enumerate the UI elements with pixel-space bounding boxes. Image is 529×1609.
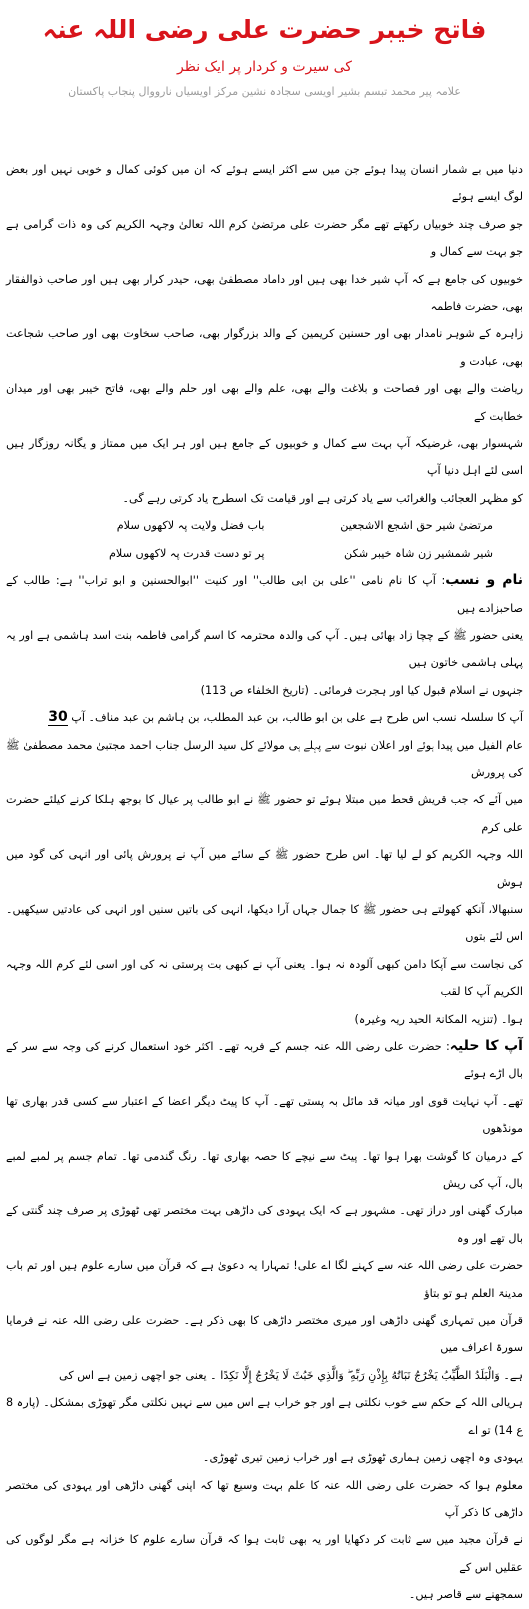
page-subtitle: کی سیرت و کردار پر ایک نظر [177,59,352,75]
text-line: تھے۔ آپ نہایت قوی اور میانہ قد مائل بہ پستی تھے۔ آپ کا پیٹ دیگر اعضا کے اعتبار سے کسی قدر بھاری تھا مونڈھوں [6,1094,523,1136]
poem-verse: شیر شمشیر زن شاہ خیبر شکن [344,546,493,560]
poem-couplets [6,512,523,567]
text-line: شہسوار بھی، غرضیکہ آپ بہت سے کمال و خوبیوں کے جامع ہیں اور ہر ایک میں ممتاز و یگانہ روزگار ہیں اسی لئے اہل دنیا آپ [6,437,523,478]
poem-verse: پر تو دست قدرت پہ لاکھوں سلام [108,546,265,560]
intro-paragraph [6,156,523,512]
author-line: علامہ پیر محمد تبسم بشیر اویسی سجادہ نشین مرکز اویسیاں نارووال پنجاب پاکستان [68,85,461,98]
text-line: کی نجاست سے آپکا دامن کبھی آلودہ نہ ہوا۔ یعنی آپ نے کبھی بت پرستی نہ کی اور اسی لئے کرم اللہ وجہہ الکریم آپ کا لقب [6,957,523,999]
text-line: اللہ وجہہ الکریم کو لے لیا تھا۔ اس طرح حضور ﷺ کے سائے میں آپ نے پرورش پائی اور انہی کی گود میں ہوش [6,848,523,889]
text-line: قرآن میں تمہاری گھنی داڑھی اور میری مختصر داڑھی کا بھی ذکر ہے۔ حضرت علی رضی اللہ عنہ نے فرمایا سورۃ اعراف میں [6,1314,523,1355]
text-line [6,1033,523,1088]
text-line: حضرت علی رضی اللہ عنہ سے کہنے لگا اے علی! تمہارا یہ دعویٰ ہے کہ قرآن میں سارے علوم ہیں اور تم باب مدینۃ العلم ہو تو بتاؤ [6,1259,523,1300]
text-line: یہودی وہ اچھی زمین ہماری ٹھوڑی ہے اور خراب زمین تیری ٹھوڑی۔ [202,1451,523,1465]
text-span: : آپ کا نام نامی ''علی بن ابی طالب'' اور کنیت ''ابوالحسنین و ابو تراب'' ہے: طالب کے صاحبزادے ہیں [6,574,523,615]
text-line: ہے۔ وَالْبَلَدُ الطَّيِّبُ يَخْرُجُ نَبَاتُهُ بِإِذْنِ رَبِّهِ ۖ وَالَّذِي خَبُثَ لَا يَخْرُجُ إِلَّا نَكِدًا ۔ یعنی جو اچھی زمین ہے اس کی [59,1368,523,1382]
lineage-section [6,567,523,704]
poem-verse: باب فضل ولایت پہ لاکھوں سلام [116,519,265,533]
genealogy-section [6,704,523,1033]
text-span: آپ کا سلسلہ نسب اس طرح ہے علی بن ابو طالب، بن عبد المطلب، بن ہاشم بن عبد مناف۔ آپ [71,711,523,725]
closing-paragraph [6,1472,523,1609]
section-heading: آپ کا حلیہ [449,1038,523,1054]
text-line: ہوا۔ (تنزیہ المکانۃ الحید ریہ وغیرہ) [354,1012,523,1026]
text-line: میں آئے کہ جب قریش قحط میں مبتلا ہوئے تو حضور ﷺ نے ابو طالب پر عیال کا بوجھ ہلکا کرنے کیلئے حضرت علی کرم [6,793,523,834]
text-line: عام الفیل میں پیدا ہوئے اور اعلان نبوت سے پہلے ہی مولائے کل سید الرسل جناب احمد مجتبیٰ محمد مصطفیٰ ﷺ کی پرورش [6,738,523,779]
text-line: کے درمیان کا گوشت بھرا ہوا تھا۔ پیٹ سے نیچے کا حصہ بھاری تھا۔ رنگ گندمی تھا۔ تمام جسم پر لمبے لمبے بال، آپ کی ریش [6,1149,523,1191]
age-number: 30 [48,709,68,726]
text-line: خوبیوں کی جامع ہے کہ آپ شیر خدا بھی ہیں اور داماد مصطفیٰ بھی، حیدر کرار بھی ہیں اور صاحب ذوالفقار بھی، حضرت فاطمہ [6,272,523,314]
text-line: سنبھالا، آنکھ کھولتے ہی حضور ﷺ کا جمال جہاں آرا دیکھا، انہی کی باتیں سنیں اور انہی کی عادتیں سیکھیں۔ اس لئے بتوں [6,902,523,944]
text-line: کو مظہر العجائب والغرائب سے یاد کرتی ہے اور قیامت تک اسطرح یاد کرتی رہے گی۔ [122,491,523,505]
text-line: معلوم ہوا کہ حضرت علی رضی اللہ عنہ کا علم بہت وسیع تھا کہ اپنی گھنی داڑھی اور یہودی کی مختصر داڑھی کا ذکر آپ [6,1478,523,1519]
text-line: ہریالی اللہ کے حکم سے خوب نکلتی ہے اور جو خراب ہے اس میں سے نہیں نکلتی مگر تھوڑی بمشکل۔ (پارہ 8 ع 14) تو اے [6,1396,523,1437]
text-line: یعنی حضور ﷺ کے چچا زاد بھائی ہیں۔ آپ کی والدہ محترمہ کا اسم گرامی فاطمہ بنت اسد ہاشمی ہے اور یہ پہلی ہاشمی خاتون ہیں [6,628,523,670]
text-line: دنیا میں بے شمار انسان پیدا ہوئے جن میں سے اکثر ایسے ہوئے کہ ان میں کوئی کمال و خوبی نہیں اور بعض لوگ ایسے ہوئے [6,163,523,204]
article-page [0,10,529,1602]
text-line: مبارک گھنی اور دراز تھی۔ مشہور ہے کہ ایک یہودی کی داڑھی بہت مختصر تھی ٹھوڑی پر صرف چند گنتی کے بال تھے اور وہ [6,1204,523,1245]
section-heading: نام و نسب [445,572,523,589]
text-line: نے قرآن مجید میں سے ثابت کر دکھایا اور یہ بھی ثابت ہوا کہ قرآن سارے علوم کا خزانہ ہے مگر لوگوں کی عقلیں اس کے [6,1533,523,1574]
text-line: زاہرہ کے شوہر نامدار بھی اور حسنین کریمین کے والد بزرگوار بھی، صاحب سخاوت بھی اور صاحب شجاعت بھی، عبادت و [6,327,523,368]
text-line: جنہوں نے اسلام قبول کیا اور ہجرت فرمائی۔ (تاریخ الخلفاء ص 113) [200,683,523,697]
poem-verse: مرتضیٰ شیر حق اشجع الاشجعین [340,519,493,533]
article-body [6,156,523,1609]
text-line: جو صرف چند خوبیاں رکھتے تھے مگر حضرت علی مرتضیٰ کرم اللہ تعالیٰ وجہہ الکریم کی وہ ذات گرامی ہے جو بہت سے کمال و [6,217,523,259]
text-line: ریاضت والے بھی اور فصاحت و بلاغت والے بھی، علم والے بھی اور حلم والے بھی، فاتح خیبر بھی اور میدان خطابت کے [6,382,523,423]
appearance-section [6,1033,523,1472]
page-title: فاتح خیبر حضرت علی رضی اللہ عنہ [42,15,487,44]
text-line: سمجھنے سے قاصر ہیں۔ [408,1588,523,1602]
text-line [6,704,523,731]
text-line [6,567,523,622]
text-span: : حضرت علی رضی اللہ عنہ جسم کے فربہ تھے۔ اکثر خود استعمال کرنے کی وجہ سے سر کے بال اڑے ہوئے [6,1040,523,1081]
